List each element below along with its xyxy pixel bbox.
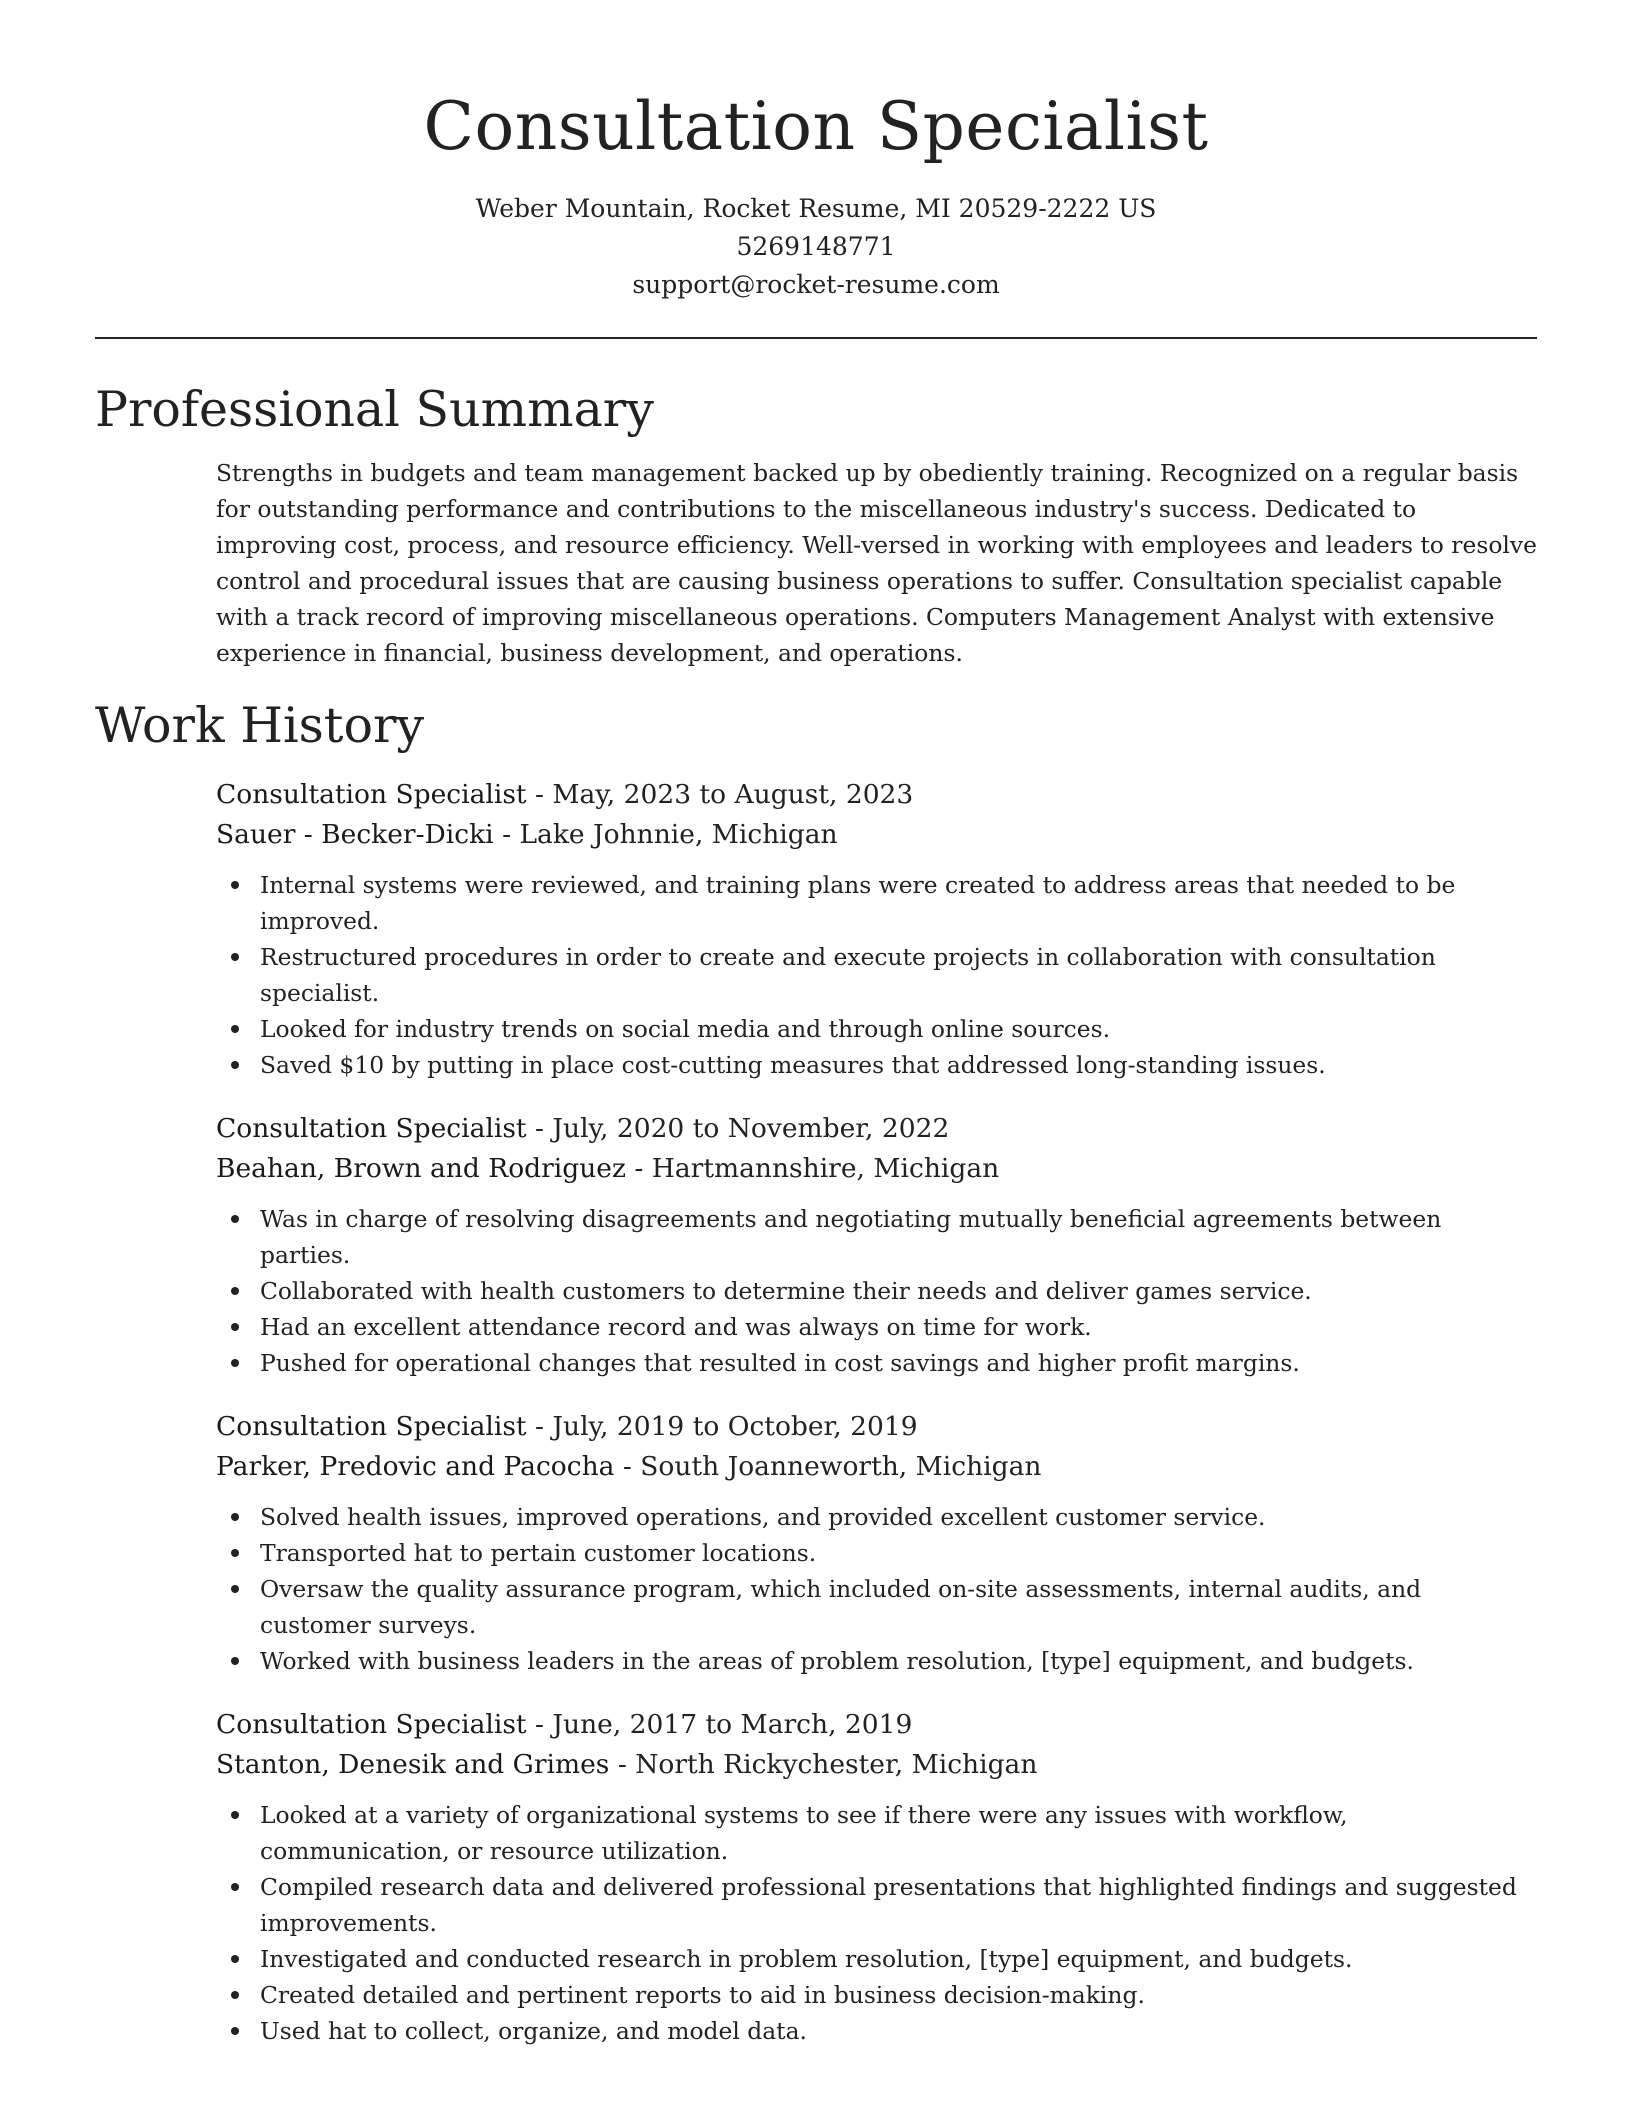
job-location: - South Joanneworth, Michigan [614, 1451, 1042, 1482]
header-divider [95, 337, 1537, 339]
candidate-name: Consultation Specialist [423, 88, 1209, 165]
bullet-item [216, 867, 1537, 939]
work-history-heading: Work History [95, 697, 425, 754]
contact-address: Weber Mountain, Rocket Resume, MI 20529-2222 US [475, 194, 1157, 223]
resume-header [95, 0, 1537, 304]
job-company: Stanton, Denesik and Grimes [216, 1749, 610, 1780]
bullet-item [216, 1535, 1537, 1571]
bullet-item [216, 1273, 1537, 1309]
job-bullets [216, 1499, 1537, 1679]
resume-page [95, 0, 1537, 2049]
summary-text: Strengths in budgets and team management backed up by obediently training. Recognized on a regular basis for outstanding performance and contributions to the miscellaneous industry's success. Dedicated to improving cost, process, and resource efficiency. Well-versed in working with employees and leaders to resolve control and procedural issues that are causing business operations to suffer. Consultation specialist capable with a track record of improving miscellaneous operations. Computers Management Analyst with extensive experience in financial, business development, and operations. [216, 459, 1537, 667]
bullet-text: Looked at a variety of organizational systems to see if there were any issues with workflow, communication, or resource utilization. [260, 1801, 1348, 1865]
bullet-text: Looked for industry trends on social media and through online sources. [260, 1015, 1111, 1043]
bullet-text: Was in charge of resolving disagreements and negotiating mutually beneficial agreements between parties. [260, 1205, 1442, 1269]
bullet-item [216, 1941, 1537, 1977]
bullet-dot-icon [231, 1359, 239, 1367]
job-entry [216, 1705, 1537, 2049]
job-location: - North Rickychester, Michigan [609, 1749, 1038, 1780]
summary-heading: Professional Summary [95, 381, 654, 438]
job-title-line [216, 1705, 1537, 1745]
bullet-item [216, 1977, 1537, 2013]
bullet-item [216, 1011, 1537, 1047]
job-bullets [216, 1797, 1537, 2049]
job-bullets [216, 867, 1537, 1083]
job-bullets [216, 1201, 1537, 1381]
job-role: Consultation Specialist [216, 1113, 527, 1144]
bullet-item [216, 939, 1537, 1011]
job-entry [216, 1109, 1537, 1381]
bullet-text: Restructured procedures in order to create and execute projects in collaboration with consultation specialist. [260, 943, 1436, 1007]
job-title-line [216, 1109, 1537, 1149]
contact-block [95, 190, 1537, 304]
bullet-text: Had an excellent attendance record and was always on time for work. [260, 1313, 1092, 1341]
job-company: Sauer - Becker-Dicki [216, 819, 494, 850]
bullet-dot-icon [231, 881, 239, 889]
bullet-dot-icon [231, 1287, 239, 1295]
job-entry [216, 1407, 1537, 1679]
bullet-item [216, 2013, 1537, 2049]
job-company: Parker, Predovic and Pacocha [216, 1451, 615, 1482]
bullet-dot-icon [231, 953, 239, 961]
job-entry [216, 775, 1537, 1083]
job-company-line [216, 1149, 1537, 1189]
job-dates: - July, 2020 to November, 2022 [526, 1113, 950, 1144]
bullet-item [216, 1309, 1537, 1345]
bullet-item [216, 1047, 1537, 1083]
job-location: - Hartmannshire, Michigan [625, 1153, 1000, 1184]
bullet-item [216, 1571, 1537, 1643]
bullet-item [216, 1499, 1537, 1535]
job-location: - Lake Johnnie, Michigan [493, 819, 838, 850]
contact-phone: 5269148771 [736, 232, 896, 261]
bullet-item [216, 1643, 1537, 1679]
job-dates: - July, 2019 to October, 2019 [526, 1411, 918, 1442]
bullet-dot-icon [231, 1955, 239, 1963]
bullet-text: Worked with business leaders in the areas of problem resolution, [type] equipment, and budgets. [260, 1647, 1414, 1675]
job-title-line [216, 1407, 1537, 1447]
bullet-item [216, 1201, 1537, 1273]
bullet-text: Oversaw the quality assurance program, which included on-site assessments, internal audits, and customer surveys. [260, 1575, 1422, 1639]
bullet-dot-icon [231, 1025, 239, 1033]
job-company-line [216, 815, 1537, 855]
bullet-item [216, 1345, 1537, 1381]
bullet-text: Created detailed and pertinent reports to aid in business decision-making. [260, 1981, 1145, 2009]
bullet-text: Compiled research data and delivered professional presentations that highlighted findings and suggested improvements. [260, 1873, 1517, 1937]
bullet-dot-icon [231, 1061, 239, 1069]
job-role: Consultation Specialist [216, 1411, 527, 1442]
bullet-dot-icon [231, 1585, 239, 1593]
bullet-text: Internal systems were reviewed, and training plans were created to address areas that needed to be improved. [260, 871, 1456, 935]
bullet-text: Saved $10 by putting in place cost-cutting measures that addressed long-standing issues. [260, 1051, 1326, 1079]
bullet-dot-icon [231, 1513, 239, 1521]
contact-email: support@rocket-resume.com [632, 270, 1000, 299]
bullet-text: Pushed for operational changes that resulted in cost savings and higher profit margins. [260, 1349, 1300, 1377]
bullet-text: Transported hat to pertain customer locations. [260, 1539, 817, 1567]
job-company: Beahan, Brown and Rodriguez [216, 1153, 626, 1184]
job-dates: - June, 2017 to March, 2019 [526, 1709, 913, 1740]
bullet-item [216, 1869, 1537, 1941]
bullet-dot-icon [231, 1991, 239, 1999]
bullet-text: Investigated and conducted research in problem resolution, [type] equipment, and budgets. [260, 1945, 1353, 1973]
bullet-text: Solved health issues, improved operations, and provided excellent customer service. [260, 1503, 1266, 1531]
bullet-dot-icon [231, 1657, 239, 1665]
job-dates: - May, 2023 to August, 2023 [526, 779, 914, 810]
job-company-line [216, 1447, 1537, 1487]
bullet-dot-icon [231, 2027, 239, 2035]
job-role: Consultation Specialist [216, 1709, 527, 1740]
bullet-dot-icon [231, 1215, 239, 1223]
bullet-text: Collaborated with health customers to determine their needs and deliver games service. [260, 1277, 1312, 1305]
bullet-dot-icon [231, 1323, 239, 1331]
job-title-line [216, 775, 1537, 815]
bullet-dot-icon [231, 1883, 239, 1891]
job-company-line [216, 1745, 1537, 1785]
bullet-item [216, 1797, 1537, 1869]
bullet-dot-icon [231, 1549, 239, 1557]
job-role: Consultation Specialist [216, 779, 527, 810]
bullet-text: Used hat to collect, organize, and model data. [260, 2017, 807, 2045]
bullet-dot-icon [231, 1811, 239, 1819]
